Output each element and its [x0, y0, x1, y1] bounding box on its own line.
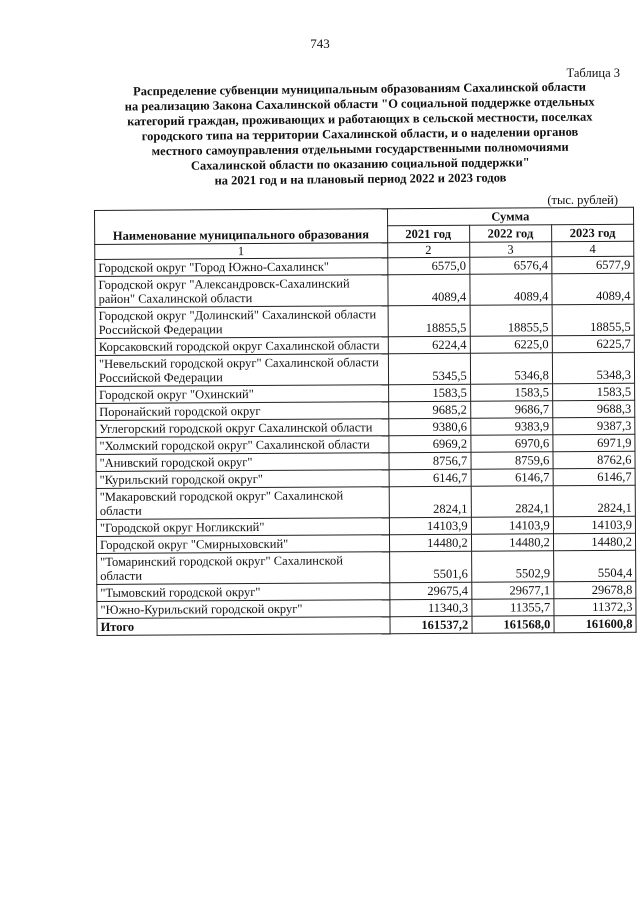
subvention-table — [94, 207, 637, 636]
table-row — [95, 273, 634, 307]
municipality-name: "Невельский городской округ" Сахалинской области Российской Федерации — [95, 354, 388, 387]
table-body — [95, 256, 636, 618]
title-line: Распределение субвенции муниципальным образованиям Сахалинской области — [133, 79, 587, 99]
value-2023: 9387,3 — [553, 417, 635, 435]
value-2021: 8756,7 — [389, 452, 471, 470]
title-line: на 2021 год и на плановый период 2022 и 2023 годов — [214, 170, 507, 188]
value-2023: 18855,5 — [552, 304, 634, 336]
table-row — [95, 304, 634, 338]
value-2022: 6225,0 — [470, 336, 552, 354]
column-number: 4 — [552, 241, 634, 257]
municipality-name: Городской округ "Долинский" Сахалинской области Российской Федерации — [95, 306, 388, 339]
value-2021: 18855,5 — [388, 305, 470, 337]
table-row — [96, 485, 635, 519]
municipality-name: Корсаковский городской округ Сахалинской области — [95, 337, 388, 356]
municipality-name: Городской округ "Александровск-Сахалинский район" Сахалинской области — [95, 275, 388, 308]
table-label: Таблица 3 — [566, 66, 620, 80]
municipality-name: Городской округ "Город Южно-Сахалинск" — [95, 258, 388, 277]
value-2022: 6146,7 — [471, 469, 553, 487]
value-2023: 4089,4 — [552, 273, 634, 305]
value-2022: 2824,1 — [471, 486, 553, 518]
column-header-name: Наименование муниципального образования — [95, 209, 388, 245]
municipality-name: "Тымовский городской округ" — [97, 583, 390, 602]
municipality-name: Городской округ "Смирныховский" — [96, 535, 389, 554]
column-number: 2 — [387, 242, 469, 258]
total-2023: 161600,8 — [554, 615, 636, 633]
column-header-2022: 2022 год — [469, 225, 551, 243]
value-2022: 9383,9 — [470, 418, 552, 436]
value-2021: 6575,0 — [387, 257, 469, 275]
title-line: категорий граждан, проживающих и работающих в сельской местности, поселках — [127, 109, 593, 129]
municipality-name: "Макаровский городской округ" Сахалинской области — [96, 487, 389, 520]
value-2022: 29677,1 — [471, 582, 553, 600]
value-2022: 11355,7 — [472, 599, 554, 617]
value-2023: 6577,9 — [552, 256, 634, 274]
units-label: (тыс. рублей) — [547, 193, 618, 207]
municipality-name: "Анивский городской округ" — [96, 453, 389, 472]
value-2023: 6971,9 — [553, 434, 635, 452]
value-2022: 9686,7 — [470, 401, 552, 419]
value-2021: 6224,4 — [388, 336, 470, 354]
column-header-2023: 2023 год — [551, 224, 633, 242]
value-2022: 1583,5 — [470, 384, 552, 402]
value-2022: 6970,6 — [471, 435, 553, 453]
value-2022: 18855,5 — [470, 305, 552, 337]
page-number: 743 — [310, 36, 330, 51]
value-2022: 14103,9 — [471, 517, 553, 535]
municipality-name: Углегорский городской округ Сахалинской области — [96, 419, 389, 438]
municipality-name: "Курильский городской округ" — [96, 470, 389, 489]
value-2021: 2824,1 — [389, 486, 471, 518]
value-2022: 14480,2 — [471, 534, 553, 552]
total-2021: 161537,2 — [390, 616, 472, 634]
value-2021: 9685,2 — [388, 401, 470, 419]
value-2023: 6146,7 — [553, 468, 635, 486]
value-2021: 11340,3 — [389, 599, 471, 617]
value-2023: 9688,3 — [552, 400, 634, 418]
value-2022: 6576,4 — [469, 257, 551, 275]
title-line: городского типа на территории Сахалинской области, и о наделении органов — [141, 124, 579, 144]
value-2023: 14103,9 — [553, 516, 635, 534]
value-2021: 6146,7 — [389, 469, 471, 487]
total-label: Итого — [97, 617, 390, 636]
value-2023: 5504,4 — [553, 550, 635, 582]
value-2021: 5501,6 — [389, 551, 471, 583]
value-2022: 8759,6 — [471, 452, 553, 470]
value-2021: 14480,2 — [389, 534, 471, 552]
value-2021: 6969,2 — [388, 435, 470, 453]
value-2022: 4089,4 — [470, 274, 552, 306]
value-2021: 9380,6 — [388, 418, 470, 436]
value-2023: 1583,5 — [552, 383, 634, 401]
municipality-name: Поронайский городской округ — [96, 402, 389, 421]
municipality-name: "Южно-Курильский городской округ" — [97, 600, 390, 619]
value-2021: 5345,5 — [388, 353, 470, 385]
value-2022: 5346,8 — [470, 353, 552, 385]
value-2023: 5348,3 — [552, 352, 634, 384]
value-2021: 1583,5 — [388, 384, 470, 402]
value-2021: 14103,9 — [389, 517, 471, 535]
table-row — [97, 550, 636, 584]
total-row — [97, 615, 636, 635]
column-number: 3 — [469, 242, 551, 258]
value-2021: 29675,4 — [389, 582, 471, 600]
title-line: на реализацию Закона Сахалинской области "О социальной поддержке отдельных — [124, 94, 595, 114]
municipality-name: Городской округ "Охинский" — [96, 385, 389, 404]
title-line: местного самоуправления отдельными государственными полномочиями — [151, 139, 569, 159]
column-number: 1 — [95, 243, 388, 260]
total-2022: 161568,0 — [472, 616, 554, 634]
value-2023: 8762,6 — [553, 451, 635, 469]
document-title — [104, 79, 615, 189]
municipality-name: "Холмский городской округ" Сахалинской области — [96, 436, 389, 455]
value-2023: 2824,1 — [553, 485, 635, 517]
value-2023: 6225,7 — [552, 335, 634, 353]
municipality-name: "Томаринский городской округ" Сахалинской области — [97, 552, 390, 585]
title-line: Сахалинской области по оказанию социальной поддержки" — [190, 155, 530, 173]
column-header-sum: Сумма — [387, 207, 634, 226]
value-2022: 5502,9 — [471, 551, 553, 583]
value-2023: 29678,8 — [554, 581, 636, 599]
value-2021: 4089,4 — [387, 274, 469, 306]
table-row — [95, 352, 634, 386]
column-header-2021: 2021 год — [387, 225, 469, 243]
municipality-name: "Городской округ Ногликский" — [96, 518, 389, 537]
value-2023: 14480,2 — [553, 533, 635, 551]
value-2023: 11372,3 — [554, 598, 636, 616]
